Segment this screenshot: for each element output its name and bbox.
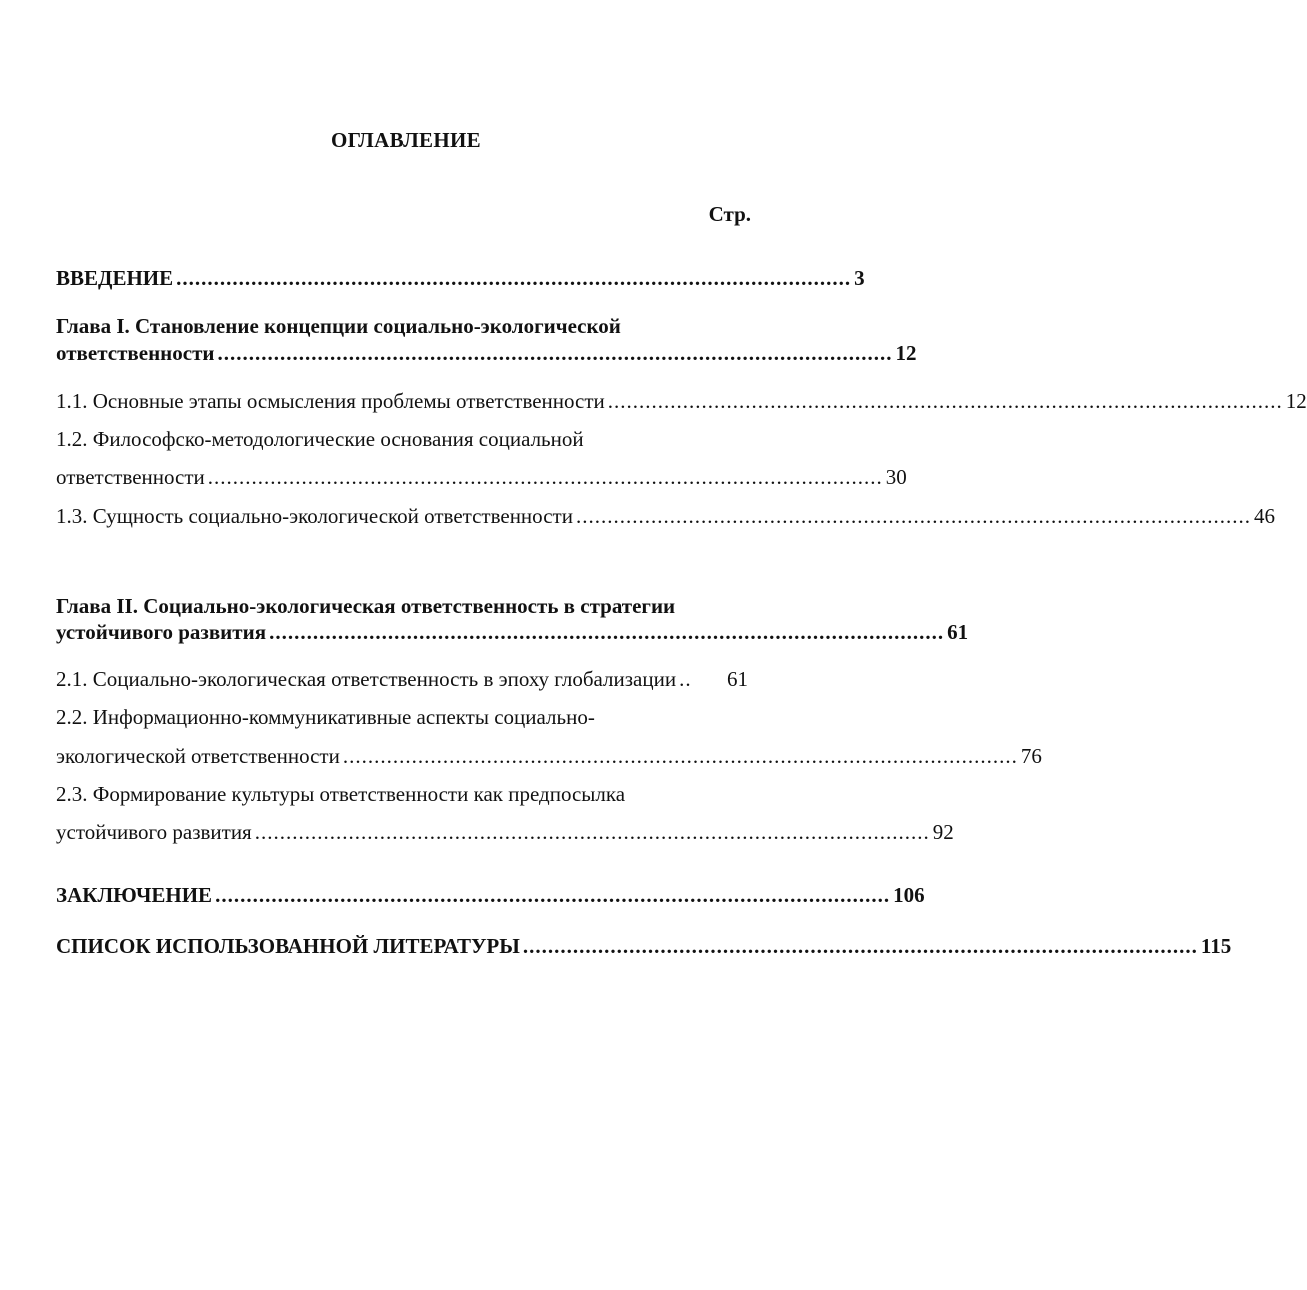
toc-entry-text: ответственности	[56, 465, 205, 489]
dot-leader: ............................................................................................................	[607, 389, 1283, 413]
toc-entry-conclusion[interactable]	[56, 883, 925, 908]
toc-entry-page: 12	[895, 341, 917, 365]
toc-entry-section-2-3[interactable]	[56, 820, 954, 845]
dot-leader: ............................................................................................................	[342, 744, 1018, 768]
toc-entry-intro[interactable]	[56, 266, 865, 291]
toc-entry-page: 106	[893, 883, 925, 907]
toc-entry-page: 12	[1285, 389, 1307, 413]
chapter1-title-line1[interactable]: Глава I. Становление концепции социально-экологической	[56, 314, 621, 338]
toc-entry-section-1-2[interactable]	[56, 465, 907, 490]
dot-leader: ............................................................................................................	[575, 504, 1251, 528]
toc-entry-chapter1[interactable]	[56, 341, 917, 366]
toc-entry-page: 115	[1200, 934, 1232, 958]
toc-entry-text: экологической ответственности	[56, 744, 340, 768]
dot-leader: ..	[679, 667, 692, 691]
page-column-label: Стр.	[708, 202, 751, 226]
toc-entry-text: СПИСОК ИСПОЛЬЗОВАННОЙ ЛИТЕРАТУРЫ	[56, 934, 520, 958]
toc-entry-text: ЗАКЛЮЧЕНИЕ	[56, 883, 213, 907]
toc-entry-page: 92	[932, 820, 954, 844]
toc-entry-section-1-3[interactable]	[56, 504, 1275, 529]
page-title: ОГЛАВЛЕНИЕ	[331, 128, 481, 152]
section-2-2-line1[interactable]: 2.2. Информационно-коммуникативные аспекты социально-	[56, 705, 595, 729]
toc-entry-section-2-2[interactable]	[56, 744, 1042, 769]
toc-entry-text: 1.1. Основные этапы осмысления проблемы ответственности	[56, 389, 605, 413]
dot-leader: ............................................................................................................	[269, 620, 945, 644]
toc-entry-page: 3	[854, 266, 865, 290]
dot-leader: ............................................................................................................	[207, 465, 883, 489]
toc-entry-text: устойчивого развития	[56, 820, 252, 844]
toc-entry-text: 1.3. Сущность социально-экологической ответственности	[56, 504, 573, 528]
section-1-2-line1[interactable]: 1.2. Философско-методологические основания социальной	[56, 427, 584, 451]
toc-entry-chapter2[interactable]	[56, 620, 969, 645]
dot-leader: ............................................................................................................	[522, 934, 1198, 958]
toc-entry-text: устойчивого развития	[56, 620, 267, 644]
dot-leader: ............................................................................................................	[176, 266, 852, 290]
toc-entry-bibliography[interactable]	[56, 934, 1232, 959]
dot-leader: ............................................................................................................	[217, 341, 893, 365]
toc-entry-page: 30	[885, 465, 907, 489]
toc-entry-page: 76	[1020, 744, 1042, 768]
toc-entry-page: 46	[1253, 504, 1275, 528]
toc-entry-section-1-1[interactable]	[56, 389, 1307, 414]
section-2-3-line1[interactable]: 2.3. Формирование культуры ответственности как предпосылка	[56, 782, 626, 806]
toc-entry-page: 61	[727, 667, 748, 691]
toc-entry-page: 61	[947, 620, 969, 644]
toc-entry-text: ВВЕДЕНИЕ	[56, 266, 174, 290]
toc-entry-text: 2.1. Социально-экологическая ответственность в эпоху глобализации	[56, 667, 677, 691]
chapter2-title-line1[interactable]: Глава II. Социально-экологическая ответственность в стратегии	[56, 594, 676, 618]
toc-entry-text: ответственности	[56, 341, 215, 365]
dot-leader: ............................................................................................................	[215, 883, 891, 907]
dot-leader: ............................................................................................................	[254, 820, 930, 844]
toc-entry-section-2-1[interactable]	[56, 667, 748, 692]
